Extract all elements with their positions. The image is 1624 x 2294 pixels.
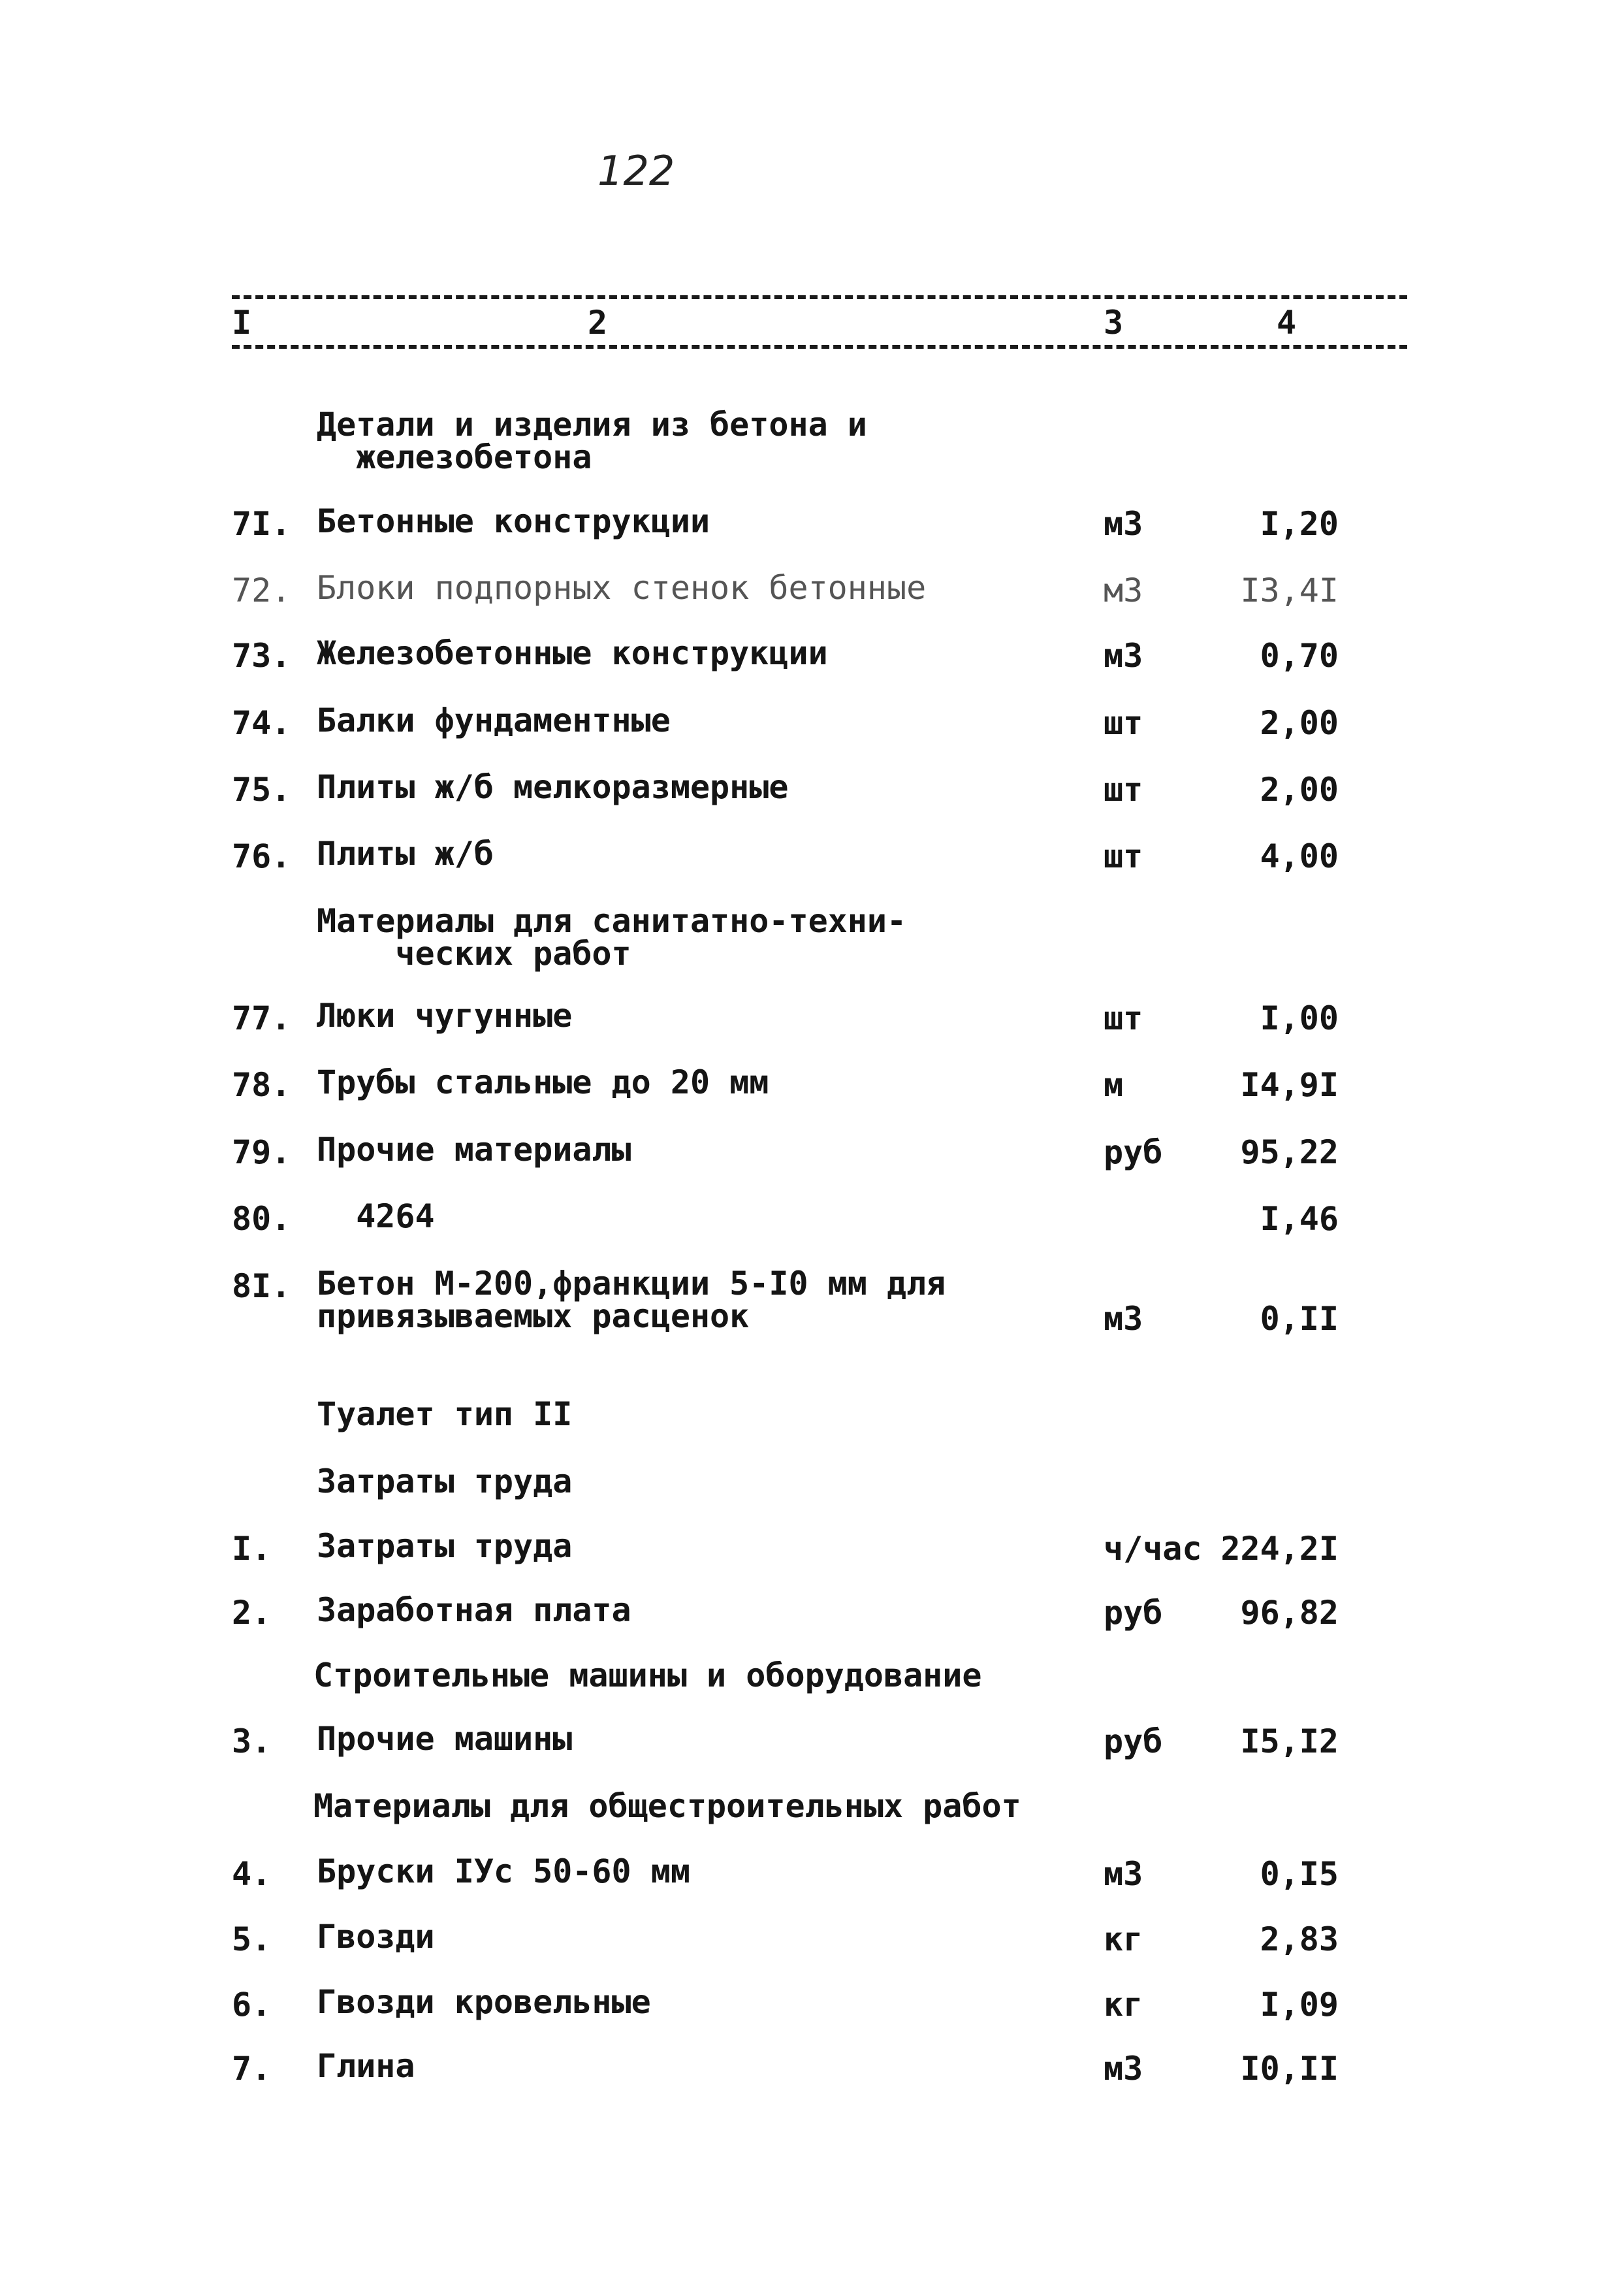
- row-number: 3.: [232, 1722, 272, 1760]
- row-number: 74.: [232, 704, 291, 742]
- row-unit: м3: [1104, 2050, 1143, 2088]
- section-heading: Детали и изделия из бетона и железобетона: [317, 406, 867, 476]
- table-row: [0, 1983, 1624, 2038]
- row-number: 78.: [232, 1066, 291, 1104]
- row-number: 7.: [232, 2050, 272, 2088]
- row-value: I3,4I: [1240, 572, 1339, 609]
- row-value: I4,9I: [1240, 1066, 1339, 1104]
- row-value: 95,22: [1240, 1133, 1339, 1171]
- row-value: I,46: [1260, 1200, 1339, 1238]
- row-number: 6.: [232, 1986, 272, 2024]
- row-unit: руб: [1104, 1133, 1163, 1171]
- row-unit: м3: [1104, 505, 1143, 543]
- table-row: [0, 1852, 1624, 1907]
- row-value: I,09: [1260, 1986, 1339, 2024]
- row-name: Трубы стальные до 20 мм: [317, 1063, 769, 1101]
- section-heading: Материалы для общестроительных работ: [313, 1787, 1021, 1825]
- row-number: 73.: [232, 637, 291, 675]
- row-value: I,00: [1260, 999, 1339, 1037]
- table-row: [0, 999, 1624, 1052]
- table-row: [0, 768, 1624, 823]
- row-value: 2,00: [1260, 704, 1339, 742]
- table-row: [0, 704, 1624, 756]
- row-name: Люки чугунные: [317, 997, 573, 1035]
- row-unit: м: [1104, 1066, 1124, 1104]
- section-heading: Строительные машины и оборудование: [313, 1656, 982, 1694]
- row-name: Бруски IУс 50-60 мм: [317, 1852, 690, 1890]
- table-row: [0, 1920, 1624, 1973]
- section-heading: Туалет тип II: [317, 1395, 573, 1433]
- row-value: I,20: [1260, 505, 1339, 543]
- column-header-3: 3: [1104, 304, 1124, 342]
- row-unit: руб: [1104, 1722, 1163, 1760]
- table-row: [0, 569, 1624, 624]
- row-value: I5,I2: [1240, 1722, 1339, 1760]
- row-unit: шт: [1104, 771, 1143, 809]
- row-value: 0,II: [1260, 1300, 1339, 1338]
- row-value: 224,2I: [1220, 1530, 1339, 1568]
- row-unit: шт: [1104, 837, 1143, 875]
- table-row: [0, 1063, 1624, 1118]
- table-row: [0, 502, 1624, 557]
- row-name: Плиты ж/б: [317, 835, 494, 873]
- row-value: 2,83: [1260, 1920, 1339, 1958]
- row-value: 96,82: [1240, 1594, 1339, 1632]
- row-unit: м3: [1104, 1300, 1143, 1338]
- column-header-1: I: [232, 304, 252, 342]
- row-name: Блоки подпорных стенок бетонные: [317, 569, 927, 607]
- row-number: 77.: [232, 999, 291, 1037]
- page-number: 122: [597, 147, 675, 195]
- row-name: Глина: [317, 2047, 415, 2085]
- row-number: 8I.: [232, 1267, 291, 1305]
- row-name: Балки фундаментные: [317, 702, 671, 739]
- section-heading: Затраты труда: [317, 1462, 573, 1500]
- row-number: I.: [232, 1530, 272, 1568]
- row-unit: м3: [1104, 637, 1143, 675]
- table-row: [0, 634, 1624, 689]
- row-unit: кг: [1104, 1986, 1143, 2024]
- row-name: Гвозди: [317, 1918, 435, 1956]
- row-value: I0,II: [1240, 2050, 1339, 2088]
- column-header-2: 2: [588, 304, 608, 342]
- row-name: 4264: [317, 1197, 435, 1235]
- table-top-rule: [232, 295, 1407, 299]
- table-row: [0, 1722, 1624, 1775]
- row-number: 72.: [232, 572, 291, 609]
- row-number: 80.: [232, 1200, 291, 1238]
- column-header-4: 4: [1277, 304, 1297, 342]
- row-name: Затраты труда: [317, 1527, 573, 1565]
- table-row: [0, 1197, 1624, 1252]
- row-unit: кг: [1104, 1920, 1143, 1958]
- table-row: [0, 2047, 1624, 2102]
- row-number: 79.: [232, 1133, 291, 1171]
- row-unit: м3: [1104, 572, 1143, 609]
- row-unit: шт: [1104, 704, 1143, 742]
- row-name: Прочие материалы: [317, 1131, 631, 1169]
- table-row: [0, 1527, 1624, 1582]
- row-value: 0,70: [1260, 637, 1339, 675]
- table-row: [0, 1133, 1624, 1186]
- row-number: 75.: [232, 771, 291, 809]
- table-row: [0, 837, 1624, 890]
- row-name: Железобетонные конструкции: [317, 634, 828, 672]
- row-unit: руб: [1104, 1594, 1163, 1632]
- row-value: 4,00: [1260, 837, 1339, 875]
- row-unit: шт: [1104, 999, 1143, 1037]
- row-unit: м3: [1104, 1855, 1143, 1893]
- table-header-rule: [232, 345, 1407, 349]
- row-name: Гвозди кровельные: [317, 1983, 651, 2021]
- row-name: Бетон М-200,франкции 5-I0 мм для привязываемых расценок: [317, 1265, 946, 1335]
- row-name: Плиты ж/б мелкоразмерные: [317, 768, 789, 806]
- row-number: 2.: [232, 1594, 272, 1632]
- row-number: 4.: [232, 1855, 272, 1893]
- row-number: 76.: [232, 837, 291, 875]
- row-number: 7I.: [232, 505, 291, 543]
- row-unit: ч/час: [1104, 1530, 1202, 1568]
- table-row: [0, 1591, 1624, 1646]
- row-value: 2,00: [1260, 771, 1339, 809]
- section-heading: Материалы для санитатно-техни- ческих работ: [317, 902, 907, 973]
- row-number: 5.: [232, 1920, 272, 1958]
- row-name: Прочие машины: [317, 1720, 573, 1758]
- row-name: Заработная плата: [317, 1591, 631, 1629]
- row-value: 0,I5: [1260, 1855, 1339, 1893]
- row-name: Бетонные конструкции: [317, 502, 710, 540]
- table-row: [0, 1267, 1624, 1352]
